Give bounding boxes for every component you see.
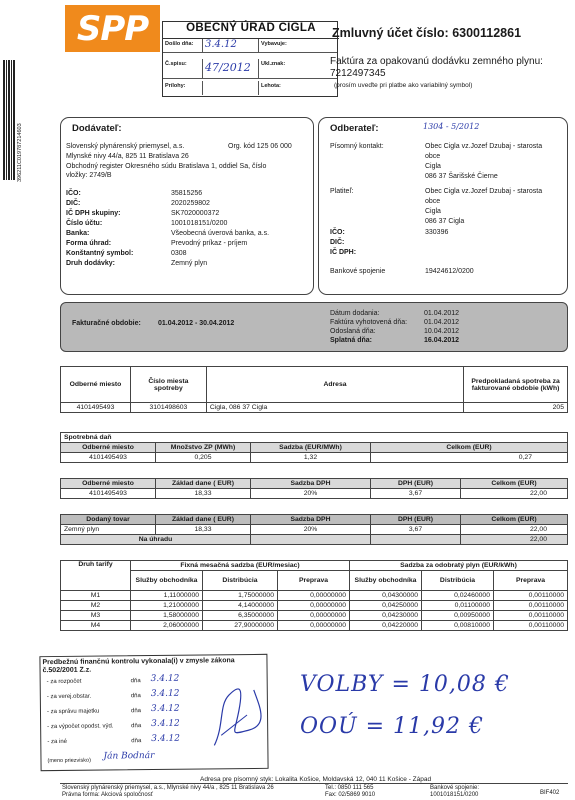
bank-value: 19424612/0200 [425, 268, 474, 275]
stamp-label: Prílohy: [163, 81, 203, 95]
period-value: 01.04.2012 - 30.04.2012 [158, 320, 235, 327]
table-row: M2 1,21000000 4,14000000 0,00000000 0,04250000 0,01100000 0,00110000 [61, 601, 568, 611]
footer-fax: Fax: 02/5869 9010 [325, 792, 376, 798]
stamp-label: Lehota: [258, 81, 339, 95]
supplier-register2: vložky: 2749/B [66, 172, 112, 179]
supplier-name: Slovenský plynárenský priemysel, a.s. [66, 143, 185, 150]
customer-icdph-label: IČ DPH: [330, 249, 357, 256]
supplier-title: Dodávateľ: [72, 123, 122, 134]
customer-scribble: 1304 - 5/2012 [423, 122, 480, 131]
invoice-number: 7212497345 [330, 68, 386, 79]
table-row: 4101495493 18,33 20% 3,67 22,00 [61, 489, 568, 499]
period-bar [60, 302, 568, 352]
footer-address: Adresa pre písomný styk: Lokalita Košice, Moldavská 12, 040 11 Košice - Západ [200, 776, 432, 783]
payer-label: Platiteľ: [330, 188, 354, 195]
footer-company: Slovenský plynárenský priemysel, a.s., Mlynské nivy 44/a , 825 11 Bratislava 26 [62, 785, 274, 791]
invoice-note: (prosím uveďte pri platbe ako variabilný symbol) [334, 82, 473, 89]
customer-dic-label: DIČ: [330, 239, 345, 246]
control-stamp: Predbežnú finančnú kontrolu vykonala(i) v zmysle zákona č.502/2001 Z.z. - za rozpočet dňa 3.4.12 - za verej.obstar. dňa 3.4.12 - za správu majetku dňa 3.4.12 - za výpočet opodst. výd. dňa 3.4.12 - za iné dňa 3.4.12 (meno priezvisko) Ján Bodnár [39, 654, 268, 771]
supplier-org-code: Org. kód 125 06 000 [228, 143, 292, 150]
footer-tel: Tel.: 0850 111 565 [325, 785, 374, 791]
stamp-value: 47/2012 [205, 61, 251, 74]
goods-table: Dodaný tovar Základ dane ( EUR) Sadzba DPH DPH (EUR) Celkom (EUR) Zemný plyn 18,33 20% 3,67 22,00 Na úhradu 22,00 [60, 514, 568, 545]
side-barcode [3, 60, 15, 180]
footer-bank-value: 1001018151/0200 [430, 792, 479, 798]
stamp-label: Došlo dňa: [163, 39, 203, 53]
customer-ico-label: IČO: [330, 229, 345, 236]
contact-label: Písomný kontakt: [330, 143, 384, 150]
footer-legal: Právna forma: Akciová spoločnosť [62, 792, 153, 798]
total-row: Na úhradu 22,00 [61, 535, 568, 545]
stamp-value: 3.4.12 [205, 39, 237, 50]
stamp-label: Ukl.znak: [258, 59, 339, 79]
table-row: M4 2,06000000 27,90000000 0,00000000 0,04220000 0,00810000 0,00110000 [61, 621, 568, 631]
invoice-label: Faktúra za opakovanú dodávku zemného plynu: [330, 56, 543, 67]
customer-ico: 330396 [425, 229, 449, 236]
table-row: 4101495493 3101498603 Cigla, 086 37 Cigla 205 [61, 403, 568, 413]
stamp-label: Vybavuje: [258, 39, 339, 53]
supplier-address: Mlynské nivy 44/a, 825 11 Bratislava 26 [66, 153, 189, 160]
footer-divider [60, 783, 568, 784]
vat-table: Odberné miesto Základ dane ( EUR) Sadzba DPH DPH (EUR) Celkom (EUR) 4101495493 18,33 20% 3,67 22,00 [60, 478, 568, 499]
table-row: Zemný plyn 18,33 20% 3,67 22,00 [61, 525, 568, 535]
footer-bank-label: Bankové spojenie: [430, 785, 480, 791]
tariff-table: Druh tarify Fixná mesačná sadzba (EUR/mesiac) Sadzba za odobratý plyn (EUR/kWh) Služby obchodníka Distribúcia Preprava Služby obchodníka Distribúcia Preprava M1 1,11000000 1,75000000 0,00000000 0,04300000 0,02460000 0,00110000 M2 1,21000000 4,14000000 0,00000000 0,04250000 0,01100000 0,00110000 M3 1,58000000 6,35000000 0,00000000 0,04230000 0,00950000 0,00110000 M4 2,06000000 27,90000000 0,00000000 0,04220000 0,00810000 0,00110000 [60, 560, 568, 631]
period-label: Fakturačné obdobie: [72, 320, 141, 327]
handwritten-volby: VOLBY = 10,08 € [300, 672, 510, 697]
spp-logo: SPP [65, 5, 160, 52]
table-row: M3 1,58000000 6,35000000 0,00000000 0,04230000 0,00950000 0,00110000 [61, 611, 568, 621]
handwritten-oou: OOÚ = 11,92 € [300, 714, 485, 739]
customer-title: Odberateľ: [330, 123, 379, 134]
stamp-title: OBECNÝ ÚRAD CIGLA [163, 19, 339, 39]
footer-code: BIF402 [540, 790, 560, 796]
side-code: 396211C019787214603 [17, 123, 23, 182]
account-number-line: Zmluvný účet číslo: 6300112861 [332, 26, 522, 40]
table-row: M1 1,11000000 1,75000000 0,00000000 0,04300000 0,02460000 0,00110000 [61, 591, 568, 601]
signature [209, 675, 265, 756]
consumption-point-table: Odberné miesto Číslo miesta spotreby Adresa Predpokladaná spotreba za fakturované obdobie (kWh) 4101495493 3101498603 Cigla, 086 37 Cigla 205 [60, 366, 568, 413]
registry-stamp [162, 21, 338, 97]
bank-label: Bankové spojenie [330, 268, 386, 275]
stamp-label: Č.spisu: [163, 59, 203, 79]
excise-tax-table: Spotrebná daň Odberné miesto Množstvo ZP (MWh) Sadzba (EUR/MWh) Celkom (EUR) 4101495493 0,205 1,32 0,27 [60, 432, 568, 463]
supplier-register: Obchodný register Okresného súdu Bratislava 1, oddiel Sa, číslo [66, 163, 267, 170]
table-row: 4101495493 0,205 1,32 0,27 [61, 453, 568, 463]
